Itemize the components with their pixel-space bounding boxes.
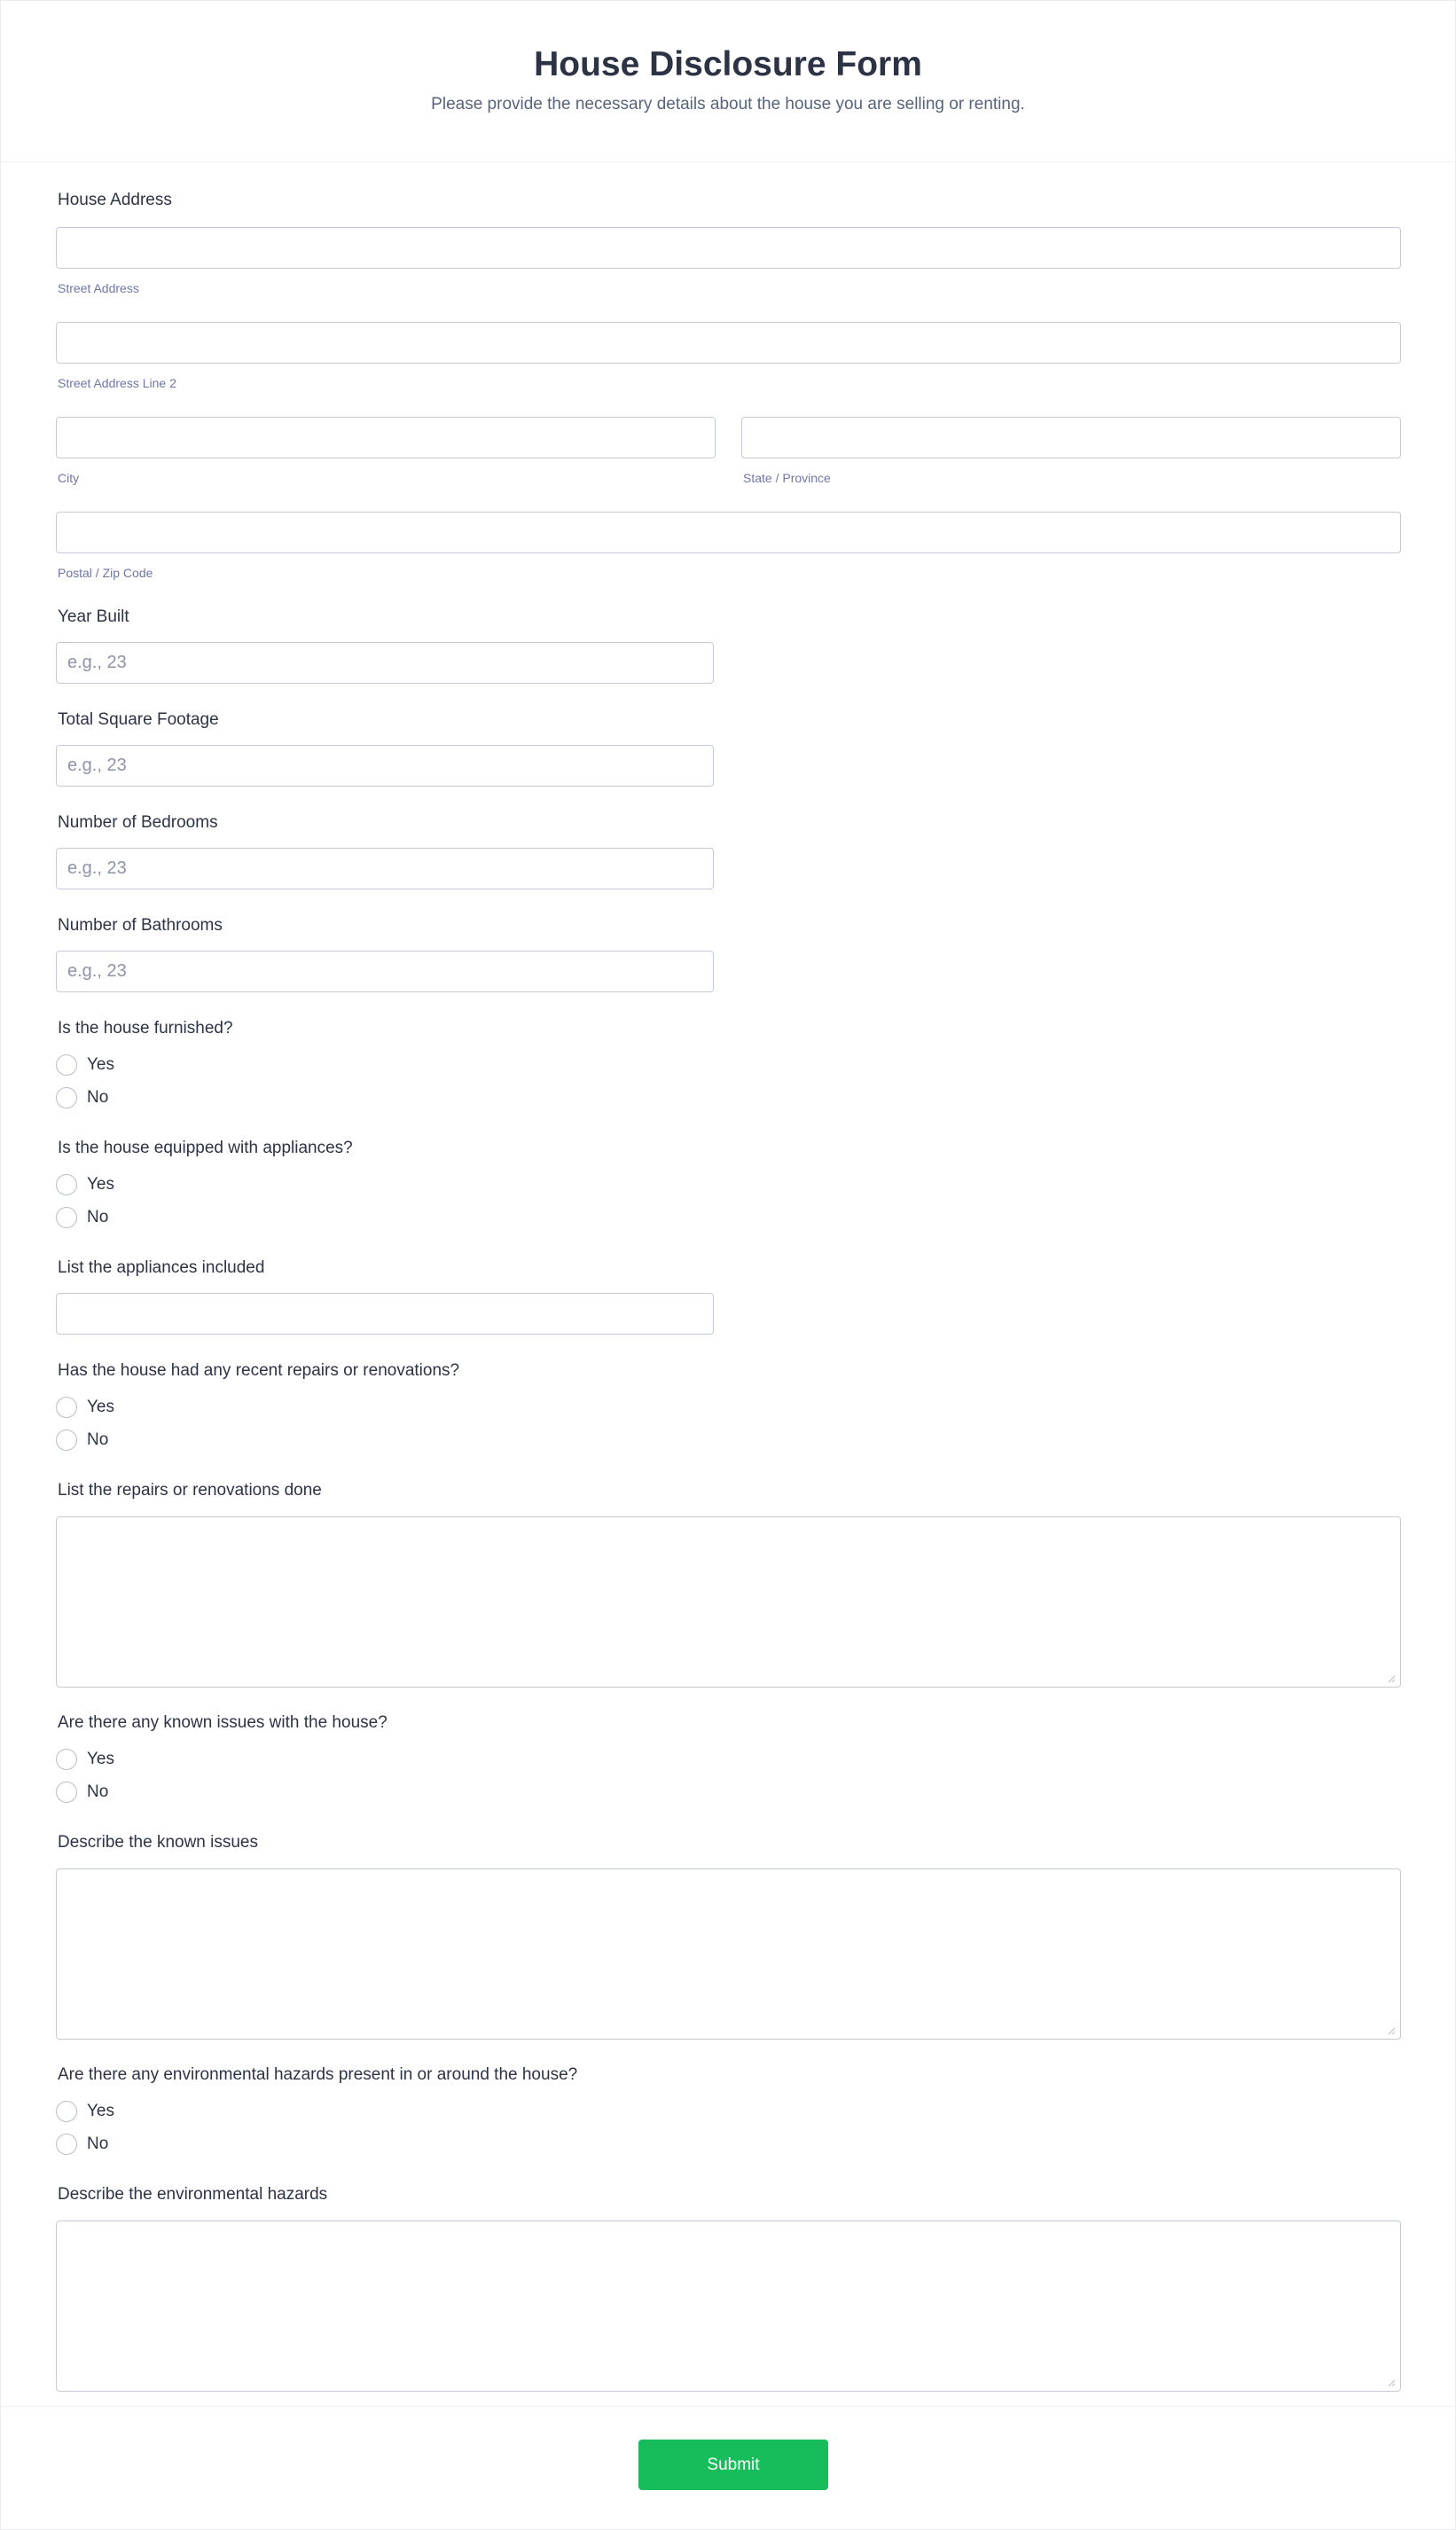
- bedrooms-label: Number of Bedrooms: [58, 813, 218, 832]
- hazards-option-yes[interactable]: [56, 2100, 114, 2123]
- square-footage-input[interactable]: [56, 745, 714, 787]
- resize-grip-icon[interactable]: [1387, 2378, 1396, 2387]
- bathrooms-label: Number of Bathrooms: [58, 916, 223, 935]
- city-sublabel: City: [58, 471, 80, 485]
- street-address-input[interactable]: [56, 227, 1401, 269]
- radio-label: No: [87, 1430, 109, 1449]
- radio-label: Yes: [87, 2102, 114, 2120]
- form-header: [1, 1, 1455, 162]
- radio-label: No: [87, 1782, 109, 1801]
- form-subtitle: Please provide the necessary details about the house you are selling or renting.: [431, 95, 1025, 114]
- hazards-description-label: Describe the environmental hazards: [58, 2185, 328, 2204]
- form-title: House Disclosure Form: [534, 45, 922, 83]
- radio-button[interactable]: [56, 1207, 77, 1228]
- postal-code-sublabel: Postal / Zip Code: [58, 566, 153, 580]
- hazards-label: Are there any environmental hazards present in or around the house?: [58, 2065, 578, 2084]
- year-built-label: Year Built: [58, 607, 129, 626]
- city-input[interactable]: [56, 417, 716, 458]
- radio-button[interactable]: [56, 2101, 77, 2122]
- radio-label: Yes: [87, 1175, 114, 1194]
- street-address-line2-sublabel: Street Address Line 2: [58, 376, 176, 390]
- radio-label: No: [87, 1208, 109, 1226]
- appliances-option-no[interactable]: [56, 1206, 108, 1229]
- resize-grip-icon[interactable]: [1387, 2026, 1396, 2035]
- street-address-line2-input[interactable]: [56, 322, 1401, 364]
- house-address-label: House Address: [58, 191, 172, 209]
- known-issues-label: Are there any known issues with the house?: [58, 1713, 387, 1732]
- radio-button[interactable]: [56, 1749, 77, 1770]
- radio-button[interactable]: [56, 1054, 77, 1076]
- radio-button[interactable]: [56, 1087, 77, 1108]
- furnished-label: Is the house furnished?: [58, 1019, 233, 1038]
- radio-button[interactable]: [56, 1174, 77, 1195]
- resize-grip-icon[interactable]: [1387, 1674, 1396, 1683]
- issues-description-textarea[interactable]: [56, 1868, 1401, 2040]
- radio-label: No: [87, 2134, 109, 2153]
- known-issues-option-no[interactable]: [56, 1781, 108, 1804]
- radio-button[interactable]: [56, 2134, 77, 2155]
- repairs-option-yes[interactable]: [56, 1396, 114, 1419]
- repairs-option-no[interactable]: [56, 1429, 108, 1452]
- radio-label: Yes: [87, 1055, 114, 1074]
- repairs-list-label: List the repairs or renovations done: [58, 1481, 322, 1500]
- year-built-input[interactable]: [56, 642, 714, 684]
- appliances-list-label: List the appliances included: [58, 1258, 265, 1277]
- bedrooms-input[interactable]: [56, 848, 714, 889]
- state-province-sublabel: State / Province: [743, 471, 831, 485]
- square-footage-label: Total Square Footage: [58, 710, 219, 729]
- hazards-description-textarea[interactable]: [56, 2221, 1401, 2392]
- postal-code-input[interactable]: [56, 512, 1401, 553]
- hazards-option-no[interactable]: [56, 2133, 108, 2156]
- radio-button[interactable]: [56, 1429, 77, 1451]
- radio-button[interactable]: [56, 1782, 77, 1803]
- state-province-input[interactable]: [741, 417, 1401, 458]
- repairs-list-textarea[interactable]: [56, 1516, 1401, 1688]
- repairs-label: Has the house had any recent repairs or renovations?: [58, 1361, 460, 1380]
- radio-label: Yes: [87, 1398, 114, 1416]
- submit-button[interactable]: Submit: [638, 2440, 828, 2490]
- issues-description-label: Describe the known issues: [58, 1833, 258, 1852]
- known-issues-option-yes[interactable]: [56, 1748, 114, 1771]
- appliances-option-yes[interactable]: [56, 1173, 114, 1196]
- furnished-option-yes[interactable]: [56, 1054, 114, 1077]
- street-address-sublabel: Street Address: [58, 281, 139, 295]
- radio-button[interactable]: [56, 1397, 77, 1418]
- appliances-list-input[interactable]: [56, 1293, 714, 1335]
- bathrooms-input[interactable]: [56, 951, 714, 992]
- radio-label: Yes: [87, 1750, 114, 1768]
- appliances-equipped-label: Is the house equipped with appliances?: [58, 1139, 353, 1157]
- radio-label: No: [87, 1088, 109, 1107]
- furnished-option-no[interactable]: [56, 1086, 108, 1109]
